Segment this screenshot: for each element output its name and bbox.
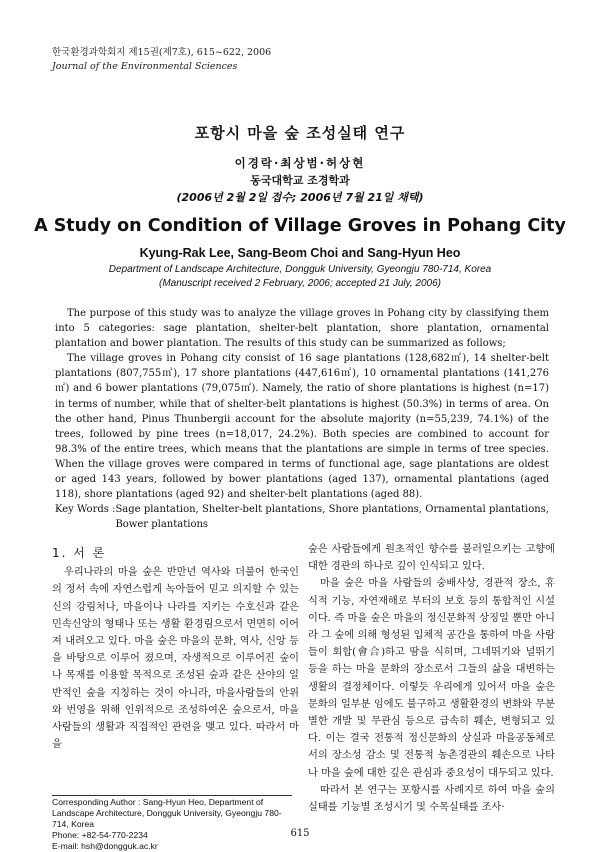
body-column-right: [308, 541, 555, 816]
footnote-phone: Phone: +82-54-770-2234: [52, 830, 148, 840]
abstract-paragraph-1: The purpose of this study was to analyze the village groves in Pohang city by classifying them into 5 categories: sage plantation, shelter-belt plantation, shore plantation, ornamental plantation and bower plantation. The results of this study can be summarized as follows;: [55, 308, 549, 350]
body-column-left: [52, 545, 299, 753]
body-paragraph: 숲은 사람들에게 원초적인 향수를 불러일으키는 고향에 대한 경관의 하나로 깊이 인식되고 있다.: [308, 544, 555, 573]
authors-korean: 이경락·최상범·허상현: [234, 156, 366, 170]
corresponding-author-footnote: [52, 797, 297, 852]
title-english: A Study on Condition of Village Groves in Pohang City: [34, 216, 566, 236]
journal-citation-ko: 한국환경과학회지 제15권(제7호), 615~622, 2006: [52, 47, 272, 58]
body-paragraph: 따라서 본 연구는 포항시를 사례지로 하여 마을 숲의 실태를 기능별 조성시기 및 수목실태를 조사·: [308, 784, 555, 814]
affiliation-korean: 동국대학교 조경학과: [250, 174, 350, 187]
received-dates-english: (Manuscript received 2 February, 2006; accepted 21 July, 2006): [158, 278, 441, 289]
footnote-author: Corresponding Author : Sang-Hyun Heo, Department of Landscape Architecture, Dongguk University, Gyeongju 780-714, Korea: [52, 797, 282, 829]
title-korean: 포항시 마을 숲 조성실태 연구: [194, 124, 406, 142]
keywords-text: Sage plantation, Shelter-belt plantations, Shore plantations, Ornamental plantations, Bower plantations: [115, 504, 549, 530]
footnote-email: E-mail: hsh@dongguk.ac.kr: [52, 841, 158, 851]
body-paragraph: 마을 숲은 마을 사람들의 숭배사상, 경관적 장소, 휴식적 기능, 자연재해로 부터의 보호 등의 통합적인 시설이다. 즉 마을 숲은 마을의 정신문화적 상징일 뿐만 아니라 그 숲에 의해 형성된 입체적 공간을 통하여 마을 사람들이 회합(會合)하고 땀을 식히며, 그네뛰기와 널뛰기 등을 하는 마을 문화의 장소로서 그들의 삶을 대변하는 생활의 결정체이다. 이렇듯 우리에게 있어서 마을 숲은 문화의 일부분 임에도 불구하고 생활환경의 변화와 무분별한 개발 및 무관심 등으로 급속히 훼손, 변형되고 있다. 이는 결국 전통적 정신문화의 상실과 마을공동체로서의 장소성 감소 및 전통적 농촌경관의 훼손으로 나타나 마을 숲에 대한 깊은 관심과 중요성이 대두되고 있다.: [308, 578, 555, 779]
section-heading-introduction: 1. 서 론: [52, 546, 107, 560]
received-dates-korean: (2006년 2월 2일 접수; 2006년 7월 21일 채택): [176, 191, 424, 204]
journal-name-en: Journal of the Environmental Sciences: [52, 61, 238, 72]
abstract: [55, 306, 549, 502]
page-number: 615: [290, 828, 310, 839]
keywords-label: Key Words :: [55, 504, 116, 515]
body-paragraph: 우리나라의 마을 숲은 반만년 역사와 더불어 한국인의 정서 속에 자연스럽게 녹아들어 믿고 의지할 수 있는 신의 강림처나, 마을이나 나라를 지키는 수호신과 같은 민속신앙의 형태나 또는 생활 환경림으로서 면면히 이어져 내려오고 있다. 마을 숲은 마을의 문화, 역사, 신앙 등을 바탕으로 이루어 졌으며, 자생적으로 이루어진 숲이나 목재를 이용할 목적으로 조성된 숲과 같은 산야의 일반적인 숲을 지칭하는 것이 아니라, 마을사람들의 안위와 번영을 위해 인위적으로 조성하여온 숲으로서, 마을 사람들의 생활과 직접적인 관련을 맺고 있다. 따라서 마을: [52, 567, 299, 751]
abstract-paragraph-2: The village groves in Pohang city consist of 16 sage plantations (128,682㎡), 14 shelter-belt plantations (807,755㎡), 17 shore plantations (447,616㎡), 10 ornamental plantations (141,276㎡) and 6 bower plantations (79,075㎡). Namely, the ratio of shore plantations is highest (n=17) in terms of number, while that of shelter-belt plantations is highest (50.3%) in terms of area. On the other hand, Pinus Thunbergii account for the absolute majority (n=55,239, 74.1%) of the trees, followed by pine trees (n=18,017, 24.2%). Both species are combined to account for 98.3% of the entire trees, which means that the plantations are simple in terms of tree species. When the village groves were compared in terms of functional age, sage plantations are oldest or aged 143 years, followed by bower plantations (aged 137), ornamental plantations (aged 118), shore plantations (aged 92) and shelter-belt plantations (aged 88).: [55, 353, 549, 501]
keywords: [55, 502, 549, 532]
footnote-divider: [52, 795, 292, 796]
affiliation-english: Department of Landscape Architecture, Dongguk University, Gyeongju 780-714, Korea: [108, 264, 492, 275]
journal-header: [52, 46, 271, 74]
authors-english: Kyung-Rak Lee, Sang-Beom Choi and Sang-Hyun Heo: [139, 246, 461, 260]
